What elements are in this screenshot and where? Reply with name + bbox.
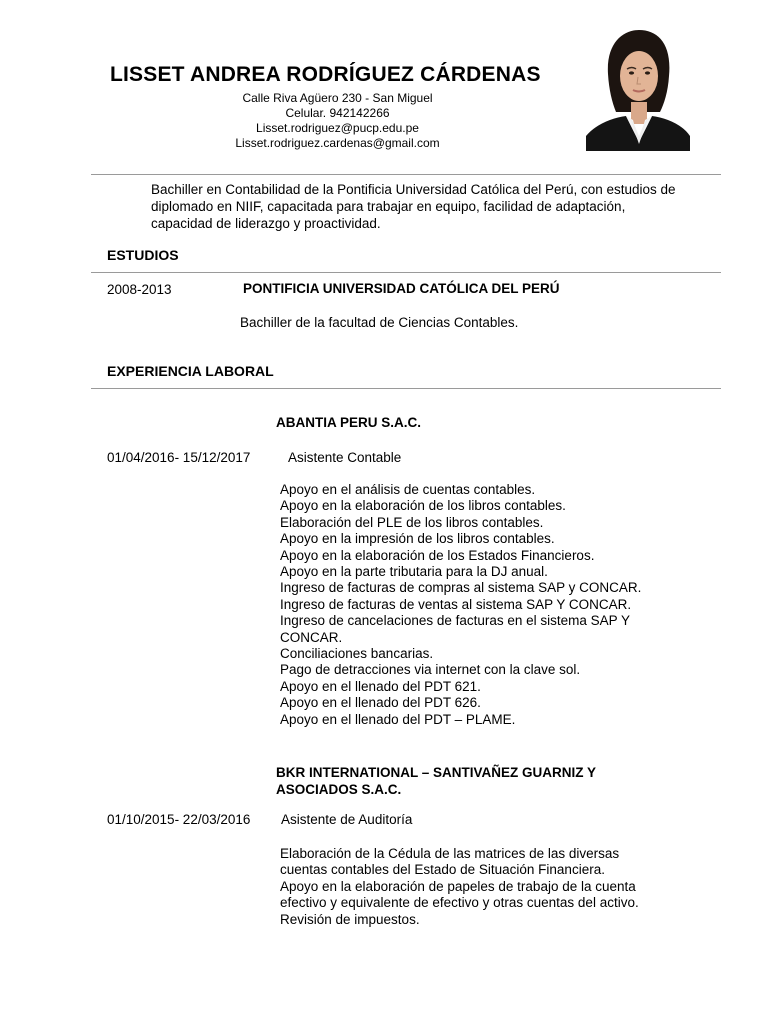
estudios-degree: Bachiller de la facultad de Ciencias Contables. xyxy=(240,315,519,330)
list-item: Apoyo en el llenado del PDT 621. xyxy=(280,678,481,694)
job-dates: 01/04/2016- 15/12/2017 xyxy=(107,450,251,465)
divider-estudios xyxy=(91,272,721,273)
estudios-dates: 2008-2013 xyxy=(107,282,172,297)
candidate-name: LISSET ANDREA RODRÍGUEZ CÁRDENAS xyxy=(110,63,541,86)
list-item: Apoyo en la elaboración de los Estados Financieros. xyxy=(280,547,595,563)
list-item: CONCAR. xyxy=(280,629,343,645)
list-item: cuentas contables del Estado de Situación Financiera. xyxy=(280,862,605,878)
list-item: Elaboración de la Cédula de las matrices de las diversas xyxy=(280,846,620,861)
divider-experiencia xyxy=(91,388,721,389)
list-item: Ingreso de facturas de ventas al sistema SAP Y CONCAR. xyxy=(280,596,632,612)
divider-header xyxy=(91,174,721,175)
job-task-list xyxy=(280,846,680,928)
email-primary: Lisset.rodriguez@pucp.edu.pe xyxy=(256,121,419,135)
list-item: Apoyo en la impresión de los libros contables. xyxy=(280,531,555,547)
estudios-institution: PONTIFICIA UNIVERSIDAD CATÓLICA DEL PERÚ xyxy=(243,281,560,296)
list-item: Pago de detracciones via internet con la clave sol. xyxy=(280,662,581,678)
job-company-line: ASOCIADOS S.A.C. xyxy=(276,782,402,797)
job-company xyxy=(276,764,596,798)
profile-summary: Bachiller en Contabilidad de la Pontificia Universidad Católica del Perú, con estudios de diplomado en NIIF, capacitada para trabajar en equipo, facilidad de adaptación, capacidad de liderazgo y proactividad. xyxy=(151,182,676,231)
list-item: Revisión de impuestos. xyxy=(280,911,420,927)
job-company-line: BKR INTERNATIONAL – SANTIVAÑEZ GUARNIZ Y xyxy=(276,765,597,780)
list-item: Ingreso de facturas de compras al sistema SAP y CONCAR. xyxy=(280,580,642,596)
section-title-estudios: ESTUDIOS xyxy=(107,247,179,263)
job-dates: 01/10/2015- 22/03/2016 xyxy=(107,812,251,827)
list-item: Apoyo en la parte tributaria para la DJ anual. xyxy=(280,564,548,580)
list-item: Ingreso de cancelaciones de facturas en el sistema SAP Y xyxy=(280,613,630,629)
profile-photo xyxy=(586,24,690,151)
list-item: efectivo y equivalente de efectivo y otras cuentas del activo. xyxy=(280,895,639,911)
list-item: Apoyo en el llenado del PDT 626. xyxy=(280,695,481,711)
list-item: Elaboración del PLE de los libros contables. xyxy=(280,514,544,530)
list-item: Apoyo en el llenado del PDT – PLAME. xyxy=(280,711,516,727)
job-task-list xyxy=(280,482,680,728)
list-item: Apoyo en el análisis de cuentas contables. xyxy=(280,482,536,497)
section-title-experiencia: EXPERIENCIA LABORAL xyxy=(107,363,274,379)
list-item: Apoyo en la elaboración de los libros contables. xyxy=(280,498,566,514)
email-secondary: Lisset.rodriguez.cardenas@gmail.com xyxy=(235,136,440,150)
job-role: Asistente de Auditoría xyxy=(281,812,413,827)
list-item: Conciliaciones bancarias. xyxy=(280,646,434,662)
job-role: Asistente Contable xyxy=(288,450,402,465)
job-company: ABANTIA PERU S.A.C. xyxy=(276,415,422,430)
phone: Celular. 942142266 xyxy=(285,106,390,120)
address: Calle Riva Agüero 230 - San Miguel xyxy=(242,91,433,105)
list-item: Apoyo en la elaboración de papeles de trabajo de la cuenta xyxy=(280,878,636,894)
